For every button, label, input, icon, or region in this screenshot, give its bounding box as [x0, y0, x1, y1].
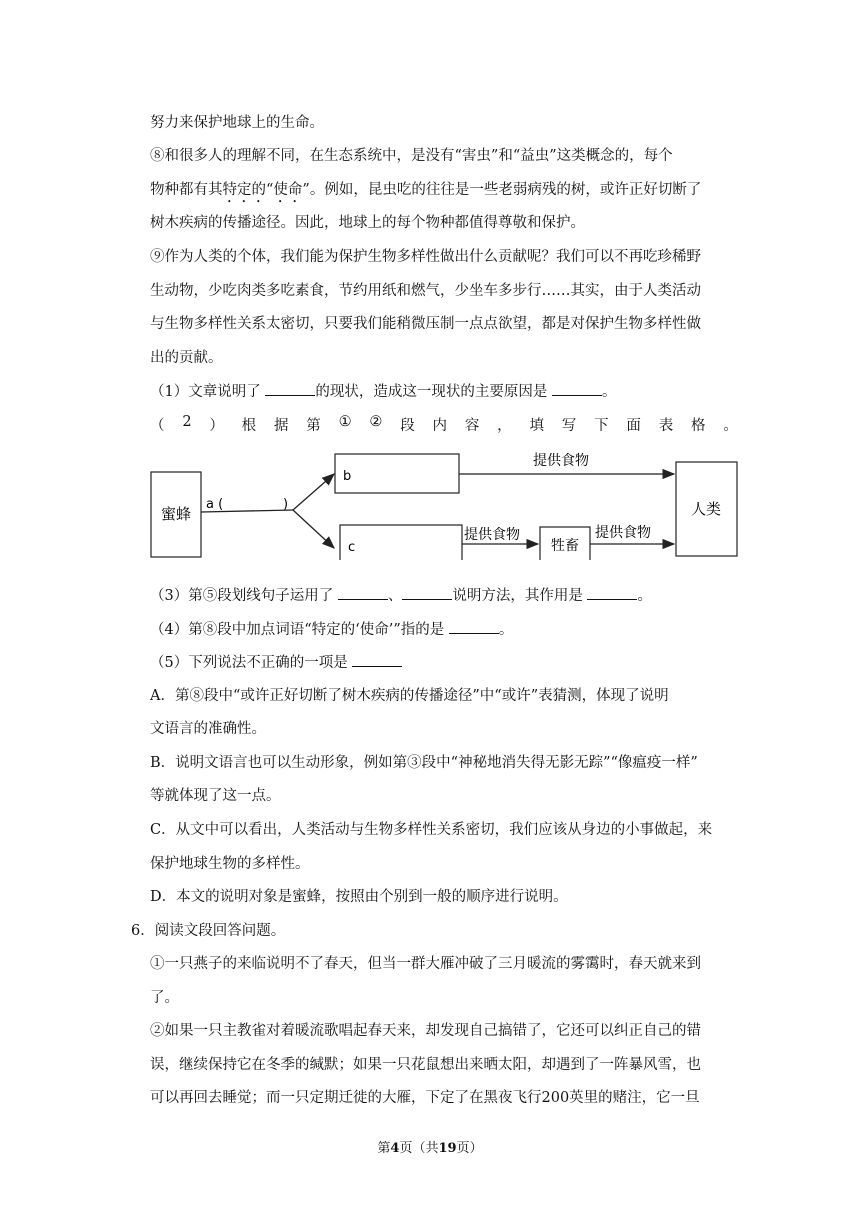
answer-blank[interactable] [265, 381, 315, 396]
lower-branch-arrow [293, 510, 334, 548]
text-span: 物种都有其 [150, 182, 223, 198]
q2-char: 2 [182, 414, 192, 430]
human-label: 人类 [690, 500, 722, 518]
answer-blank[interactable] [552, 381, 602, 396]
q3-text: 。 [637, 588, 652, 604]
answer-blank[interactable] [449, 619, 499, 634]
q2-char: ） [209, 418, 224, 434]
question-4 [150, 619, 513, 640]
livestock-label: 牲畜 [551, 538, 579, 554]
q3-text: 、 [387, 588, 403, 604]
q2-char: 容 [464, 418, 480, 434]
q2-char: 据 [273, 418, 289, 434]
q2-char: （ [150, 418, 165, 434]
food-label-middle: 提供食物 [464, 527, 520, 543]
q6-line: 了。 [150, 990, 179, 1006]
option-b-cont: 等就体现了这一点。 [150, 788, 281, 804]
q2-char: 表 [658, 418, 674, 434]
box-b-label: b [343, 469, 352, 484]
option-b: B．说明文语言也可以生动形象，例如第③段中“神秘地消失得无影无踪”“像瘟疫一样” [150, 755, 698, 771]
q5-text: （5）下列说法不正确的一项是 [150, 655, 353, 671]
text-span: 。例如，昆虫吃的往往是一些老弱病残的树，或许正好切断了 [309, 182, 702, 198]
footer-text: 页） [456, 1141, 483, 1156]
flow-diagram [148, 448, 742, 560]
q2-char: 格 [691, 418, 706, 434]
text-line: 出的贡献。 [150, 350, 223, 366]
box-c-label: c [348, 540, 356, 555]
option-c-cont: 保护地球生物的多样性。 [150, 856, 310, 872]
text-line: 与生物多样性关系太密切，只要我们能稍微压制一点点欲望，都是对保护生物多样性做 [150, 316, 701, 332]
food-label-top: 提供食物 [533, 453, 589, 469]
q4-text: 。 [498, 622, 514, 638]
page-number: 4 [390, 1141, 400, 1156]
option-a-cont: 文语言的准确性。 [150, 721, 266, 737]
food-label-right: 提供食物 [595, 525, 651, 541]
q1-text: 的现状，造成这一现状的主要原因是 [315, 384, 552, 400]
text-line: 树木疾病的传播途径。因此，地球上的每个物种都值得尊敬和保护。 [150, 215, 585, 231]
q6-line: ①一只燕子的来临说明不了春天，但当一群大雁冲破了三月暖流的雾霭时，春天就来到 [150, 956, 701, 972]
text-line [150, 180, 701, 206]
q4-text: （4）第⑧段中加点词语“特定的‘使命’”指的是 [150, 622, 449, 638]
answer-blank[interactable] [352, 652, 402, 667]
q2-char: ② [369, 414, 383, 430]
q2-char: 下 [594, 418, 609, 434]
q3-text: 说明方法，其作用是 [452, 588, 588, 604]
question-3 [150, 585, 652, 606]
text-line: 生动物，少吃肉类多吃素食，节约用纸和燃气，少坐车多步行……其实，由于人类活动 [150, 283, 701, 299]
q2-char: 段 [400, 418, 415, 434]
text-line: 努力来保护地球上的生命。 [150, 115, 324, 131]
page-footer [0, 1137, 860, 1156]
box-b [335, 454, 459, 493]
q2-char: ① [338, 414, 352, 430]
option-c: C．从文中可以看出，人类活动与生物多样性关系密切，我们应该从身边的小事做起，来 [150, 822, 713, 838]
q2-char: ， [497, 418, 512, 434]
q2-char: 根 [241, 418, 257, 434]
q6-line: 可以再回去睡觉；而一只定期迁徙的大雁，下定了在黑夜飞行200英里的赌注，它一旦 [150, 1090, 700, 1106]
q6-line: ②如果一只主教雀对着暖流歌唱起春天来，却发现自己搞错了，它还可以纠正自己的错 [150, 1023, 701, 1039]
q2-char: 。 [723, 418, 738, 434]
answer-blank[interactable] [338, 585, 388, 600]
box-c [340, 525, 462, 560]
q2-char: 内 [432, 418, 448, 434]
option-a: A．第⑧段中“或许正好切断了树木疾病的传播途径”中“或许”表猜测，体现了说明 [150, 688, 669, 704]
q2-char: 填 [529, 418, 544, 434]
a-label: a ( [206, 497, 224, 512]
a-close: ) [283, 497, 289, 512]
footer-text: 页（共 [399, 1141, 439, 1156]
q6-line: 误，继续保持它在冬季的缄默；如果一只花鼠想出来晒太阳，却遇到了一阵暴风雪，也 [150, 1057, 701, 1073]
answer-blank[interactable] [402, 585, 452, 600]
q2-char: 写 [561, 418, 577, 434]
text-line: ⑨作为人类的个体，我们能为保护生物多样性做出什么贡献呢？我们可以不再吃珍稀野 [150, 249, 701, 265]
question-6-title: 6．阅读文段回答问题。 [131, 923, 286, 939]
text-line: ⑧和很多人的理解不同，在生态系统中，是没有“害虫”和“益虫”这类概念的，每个 [150, 148, 673, 164]
option-d: D．本文的说明对象是蜜蜂，按照由个别到一般的顺序进行说明。 [150, 889, 568, 905]
total-pages: 19 [438, 1141, 457, 1156]
answer-blank[interactable] [587, 585, 637, 600]
q2-char: 第 [306, 418, 321, 434]
footer-text: 第 [377, 1141, 391, 1156]
q2-char: 面 [626, 418, 641, 434]
question-1 [150, 381, 616, 402]
question-2 [150, 414, 738, 435]
q1-text: （1）文章说明了 [150, 384, 266, 400]
q1-text: 。 [601, 384, 617, 400]
upper-branch-arrow [293, 474, 334, 510]
question-5 [150, 652, 402, 673]
bee-label: 蜜蜂 [160, 505, 192, 523]
q3-text: （3）第⑤段划线句子运用了 [150, 588, 338, 604]
dotted-term: 特定的“使命” [222, 182, 310, 198]
